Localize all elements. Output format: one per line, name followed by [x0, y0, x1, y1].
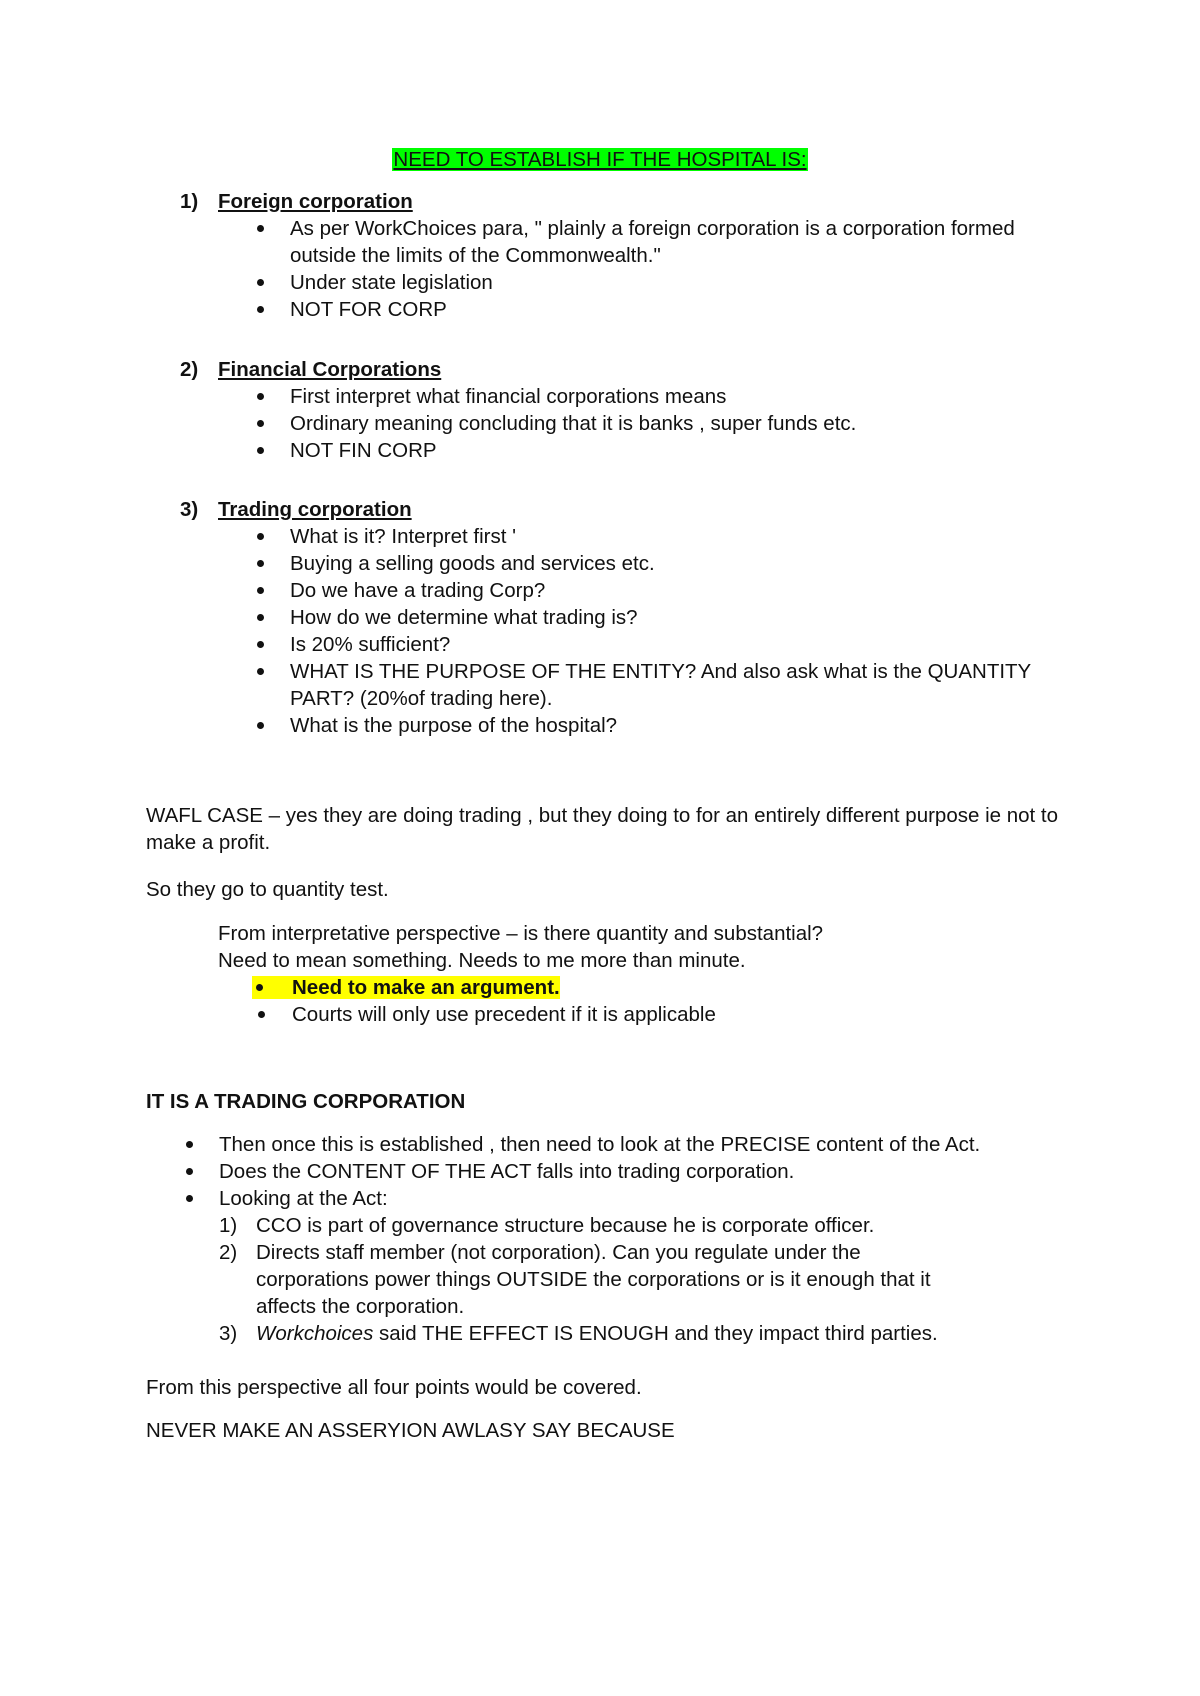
list-item — [180, 383, 1080, 410]
bullet-icon — [258, 1011, 265, 1018]
section-title: Foreign corporation — [218, 190, 413, 213]
list-item-text: Is 20% sufficient? — [290, 633, 451, 656]
page-title: NEED TO ESTABLISH IF THE HOSPITAL IS: — [393, 148, 807, 171]
list-item — [180, 658, 1050, 712]
list-item — [146, 1185, 1076, 1212]
section-foreign-corporation — [180, 188, 1080, 323]
numbered-list — [146, 1212, 1076, 1347]
bullet-icon — [186, 1195, 193, 1202]
section-number: 1) — [180, 190, 199, 213]
italic-text: Workchoices — [256, 1322, 374, 1345]
assertion-paragraph: NEVER MAKE AN ASSERYION AWLASY SAY BECAUSE — [146, 1419, 675, 1442]
list-item — [146, 1158, 1076, 1185]
list-item-text: Buying a selling goods and services etc. — [290, 552, 655, 575]
section-trading-corporation — [180, 496, 1080, 739]
trading-block — [146, 1131, 1076, 1347]
section-number: 3) — [180, 498, 199, 521]
list-item-text: What is the purpose of the hospital? — [290, 714, 618, 737]
list-item-text: WHAT IS THE PURPOSE OF THE ENTITY? And also ask what is the QUANTITY PART? (20%of trading here). — [290, 660, 1031, 710]
section-title: Trading corporation — [218, 498, 412, 521]
bullet-list — [218, 974, 1078, 1028]
list-item — [180, 296, 1080, 323]
bullet-icon — [257, 420, 264, 427]
bullet-icon — [257, 614, 264, 621]
bullet-icon — [257, 393, 264, 400]
bullet-icon — [256, 984, 263, 991]
list-item-text: NOT FOR CORP — [290, 298, 447, 321]
section-financial-corporations — [180, 356, 1080, 464]
list-item-text: What is it? Interpret first ' — [290, 525, 517, 548]
list-item — [180, 523, 1080, 550]
list-number: 1) — [219, 1214, 238, 1237]
bullet-icon — [257, 641, 264, 648]
quantity-test-paragraph: So they go to quantity test. — [146, 878, 389, 901]
list-item — [180, 269, 1080, 296]
list-item-text: Then once this is established , then need to look at the PRECISE content of the Act. — [219, 1133, 981, 1156]
bullet-icon — [186, 1168, 193, 1175]
list-item-text: Ordinary meaning concluding that it is banks , super funds etc. — [290, 412, 857, 435]
title-row — [0, 146, 1200, 173]
list-item-text: said THE EFFECT IS ENOUGH and they impact third parties. — [373, 1322, 938, 1345]
highlighted-text: Need to make an argument. — [252, 976, 560, 999]
bullet-list — [180, 523, 1080, 739]
bullet-icon — [257, 668, 264, 675]
list-item — [146, 1131, 1076, 1158]
list-item-text: NOT FIN CORP — [290, 439, 437, 462]
list-item — [218, 1001, 1078, 1028]
list-item-text: How do we determine what trading is? — [290, 606, 638, 629]
list-item — [180, 215, 1070, 269]
list-item-text: Under state legislation — [290, 271, 493, 294]
list-item — [180, 712, 1080, 739]
section-number: 2) — [180, 358, 199, 381]
list-item — [146, 1239, 946, 1320]
section-heading — [180, 356, 1080, 383]
bullet-icon — [257, 533, 264, 540]
bullet-list — [146, 1131, 1076, 1212]
indent-line: From interpretative perspective – is there quantity and substantial? — [218, 922, 824, 945]
list-item — [218, 974, 1078, 1001]
list-item-text: Looking at the Act: — [219, 1187, 388, 1210]
list-item — [146, 1212, 1076, 1239]
wafl-paragraph: WAFL CASE – yes they are doing trading , but they doing to for an entirely different purpose ie not to make a profit. — [146, 804, 1059, 854]
list-item — [180, 577, 1080, 604]
section-heading — [180, 188, 1080, 215]
list-number: 2) — [219, 1241, 238, 1264]
list-number: 3) — [219, 1322, 238, 1345]
bullet-icon — [186, 1141, 193, 1148]
bullet-list — [180, 215, 1080, 323]
bullet-icon — [257, 587, 264, 594]
list-item — [180, 631, 1080, 658]
list-item — [146, 1320, 1076, 1347]
list-item-text: As per WorkChoices para, " plainly a foreign corporation is a corporation formed outside the limits of the Commonwealth." — [290, 217, 1015, 267]
section-title: Financial Corporations — [218, 358, 442, 381]
bullet-icon — [257, 225, 264, 232]
list-item-text: Directs staff member (not corporation). Can you regulate under the corporations power things OUTSIDE the corporations or is it enough that it affects the corporation. — [256, 1241, 931, 1318]
list-item — [180, 550, 1080, 577]
list-item-text: Does the CONTENT OF THE ACT falls into trading corporation. — [219, 1160, 795, 1183]
indent-line: Need to mean something. Needs to me more than minute. — [218, 949, 746, 972]
list-item-text: Do we have a trading Corp? — [290, 579, 546, 602]
bullet-icon — [257, 306, 264, 313]
list-item-text: Courts will only use precedent if it is applicable — [292, 1003, 716, 1026]
section-heading — [180, 496, 1080, 523]
bullet-icon — [257, 447, 264, 454]
list-item-text: CCO is part of governance structure because he is corporate officer. — [256, 1214, 875, 1237]
list-item-text: First interpret what financial corporations means — [290, 385, 727, 408]
bullet-icon — [257, 560, 264, 567]
list-item — [180, 437, 1080, 464]
perspective-paragraph: From this perspective all four points would be covered. — [146, 1376, 642, 1399]
list-item — [180, 410, 1080, 437]
bullet-icon — [257, 722, 264, 729]
list-item — [180, 604, 1080, 631]
bullet-icon — [257, 279, 264, 286]
interpretative-block — [218, 920, 1078, 1028]
bullet-list — [180, 383, 1080, 464]
trading-heading: IT IS A TRADING CORPORATION — [146, 1090, 466, 1113]
